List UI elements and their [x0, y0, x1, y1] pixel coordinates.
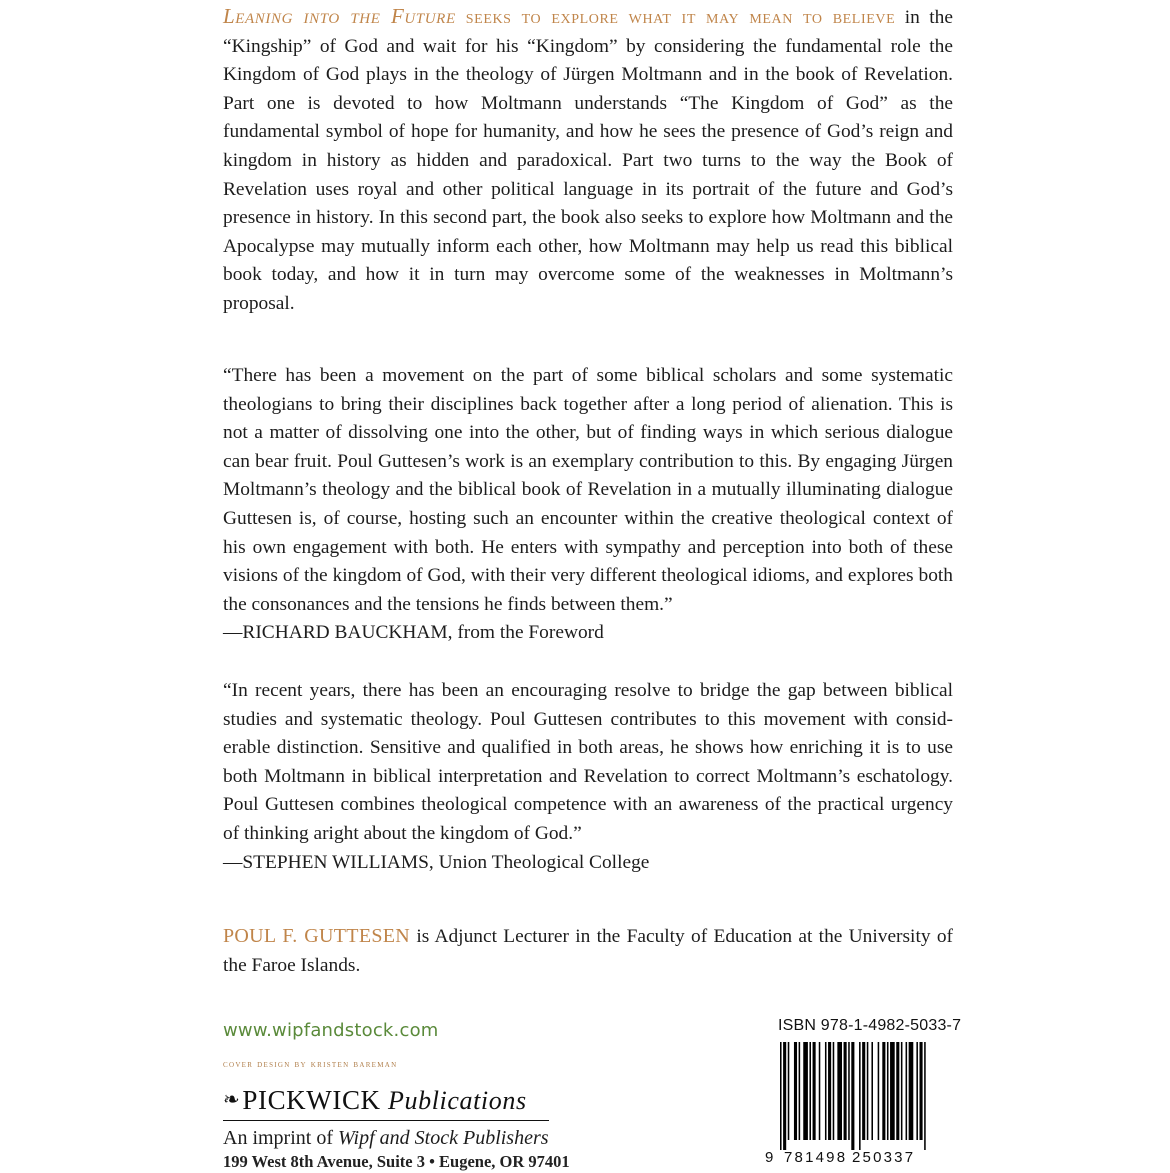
barcode-bar — [799, 1042, 801, 1140]
publisher-suffix: Publications — [388, 1086, 527, 1115]
barcode-bar — [828, 1042, 831, 1140]
barcode-digits-left: 781498 — [784, 1149, 848, 1165]
barcode-bar — [871, 1042, 873, 1140]
author-bio-text: is Adjunct Lecturer in the Faculty of Education at the University of the Faroe Islands. — [223, 926, 953, 976]
barcode-bar — [878, 1042, 880, 1140]
barcode-bar — [848, 1042, 850, 1140]
endorsement-quote: “In recent years, there has been an encouraging resolve to bridge the gap between biblical studies and systematic theology. Poul Guttesen contributes to this movement with considerable distinction. Sensitive and qualified in both areas, he shows how enriching it is to use both Moltmann in biblical interpretation and Revelation to correct Moltmann’s eschatology. Poul Guttesen combines theological competence with an awareness of the practical urgency of thinking aright about the kingdom of God.” — [223, 680, 953, 844]
imprint-line — [223, 1125, 553, 1151]
publisher-website[interactable]: www.wipfandstock.com — [223, 1020, 439, 1041]
barcode-bar — [901, 1042, 903, 1140]
publisher-logo — [223, 1084, 549, 1121]
barcode-bar — [906, 1042, 908, 1140]
barcode-bar — [924, 1042, 926, 1150]
barcode-bar — [809, 1042, 811, 1140]
barcode-bar — [819, 1042, 821, 1140]
author-bio — [223, 922, 953, 980]
barcode-bar — [788, 1042, 790, 1140]
barcode-bar — [920, 1042, 923, 1140]
endorsement-attribution: —RICHARD BAUCKHAM, from the Foreword — [223, 622, 604, 644]
barcode — [760, 1040, 940, 1165]
barcode-bar — [909, 1042, 914, 1140]
barcode-bar — [813, 1042, 816, 1140]
barcode-bar — [837, 1042, 842, 1140]
barcode-bar — [862, 1042, 865, 1140]
description-paragraph — [223, 2, 953, 319]
barcode-bar — [833, 1042, 835, 1140]
barcode-bar — [825, 1042, 827, 1140]
endorsement — [223, 677, 953, 877]
barcode-bar — [783, 1042, 786, 1150]
endorsement — [223, 362, 953, 648]
barcode-digit-first: 9 — [765, 1149, 774, 1165]
publisher-name: PICKWICK — [242, 1085, 381, 1115]
description-body: in the “Kingship” of God and wait for his “Kingdom” by considering the fundamental role the Kingdom of God plays in the theology of Jürgen Moltmann and in the book of Revelation. Part one is devoted to how Moltmann understands “The Kingdom of God” as the fundamental symbol of hope for humanity, and how he sees the presence of God’s reign and kingdom in history as hidden and paradoxical. Part two turns to the way the Book of Revelation uses royal and other political language in its portrait of the future and God’s presence in history. In this second part, the book also seeks to explore how Moltmann and the Apocalypse may mutually inform each other, how Moltmann may help us read this biblical book today, and how it in turn may overcome some of the weaknesses in Moltmann’s proposal. — [223, 7, 953, 314]
endorsement-quote: “There has been a movement on the part of some biblical scholars and some systematic theologians to bring their disciplines back together after a long period of alienation. This is not a matter of dissolving one into the other, but of finding ways in which serious dialogue can bear fruit. Poul Guttesen’s work is an exemplary contribution to this. By engaging Jürgen Moltmann’s theology and the biblical book of Revelation in a mutually illuminating dialogue Guttesen is, of course, hosting such an encounter within the creative theological context of his own engagement with both. He enters with sympathy and perception into both of these visions of the kingdom of God, with their very different theological idioms, and explores both the consonances and the tensions he finds between them.” — [223, 365, 953, 615]
book-title: Leaning into the Future — [223, 4, 456, 28]
barcode-bar — [867, 1042, 869, 1140]
barcode-bar — [882, 1042, 885, 1140]
barcode-bar — [780, 1042, 782, 1150]
barcode-bar — [851, 1042, 854, 1150]
endorsement-attribution: —STEPHEN WILLIAMS, Union Theological College — [223, 851, 650, 873]
pickwick-swoosh-icon: ❧ — [223, 1089, 241, 1111]
barcode-bar — [859, 1042, 861, 1150]
author-name: POUL F. GUTTESEN — [223, 925, 411, 947]
barcode-bar — [887, 1042, 889, 1140]
publisher-block — [223, 1084, 570, 1173]
barcode-bar — [844, 1042, 847, 1140]
barcode-bar — [916, 1042, 918, 1140]
barcode-bar — [896, 1042, 899, 1140]
barcode-digits-right: 250337 — [852, 1149, 916, 1165]
barcode-bar — [794, 1042, 797, 1140]
barcode-bar — [890, 1042, 895, 1140]
isbn-label: ISBN 978-1-4982-5033-7 — [778, 1017, 962, 1034]
imprint-prefix: An imprint of — [223, 1127, 338, 1149]
barcode-bar — [803, 1042, 808, 1140]
cover-design-credit: cover design by kristen bareman — [223, 1059, 398, 1070]
lead-in — [223, 4, 896, 28]
publisher-address: 199 West 8th Avenue, Suite 3 • Eugene, OR 97401 — [223, 1152, 570, 1171]
imprint-name: Wipf and Stock Publishers — [338, 1127, 549, 1149]
lead-in-rest: seeks to explore what it may mean to believe — [455, 7, 896, 28]
